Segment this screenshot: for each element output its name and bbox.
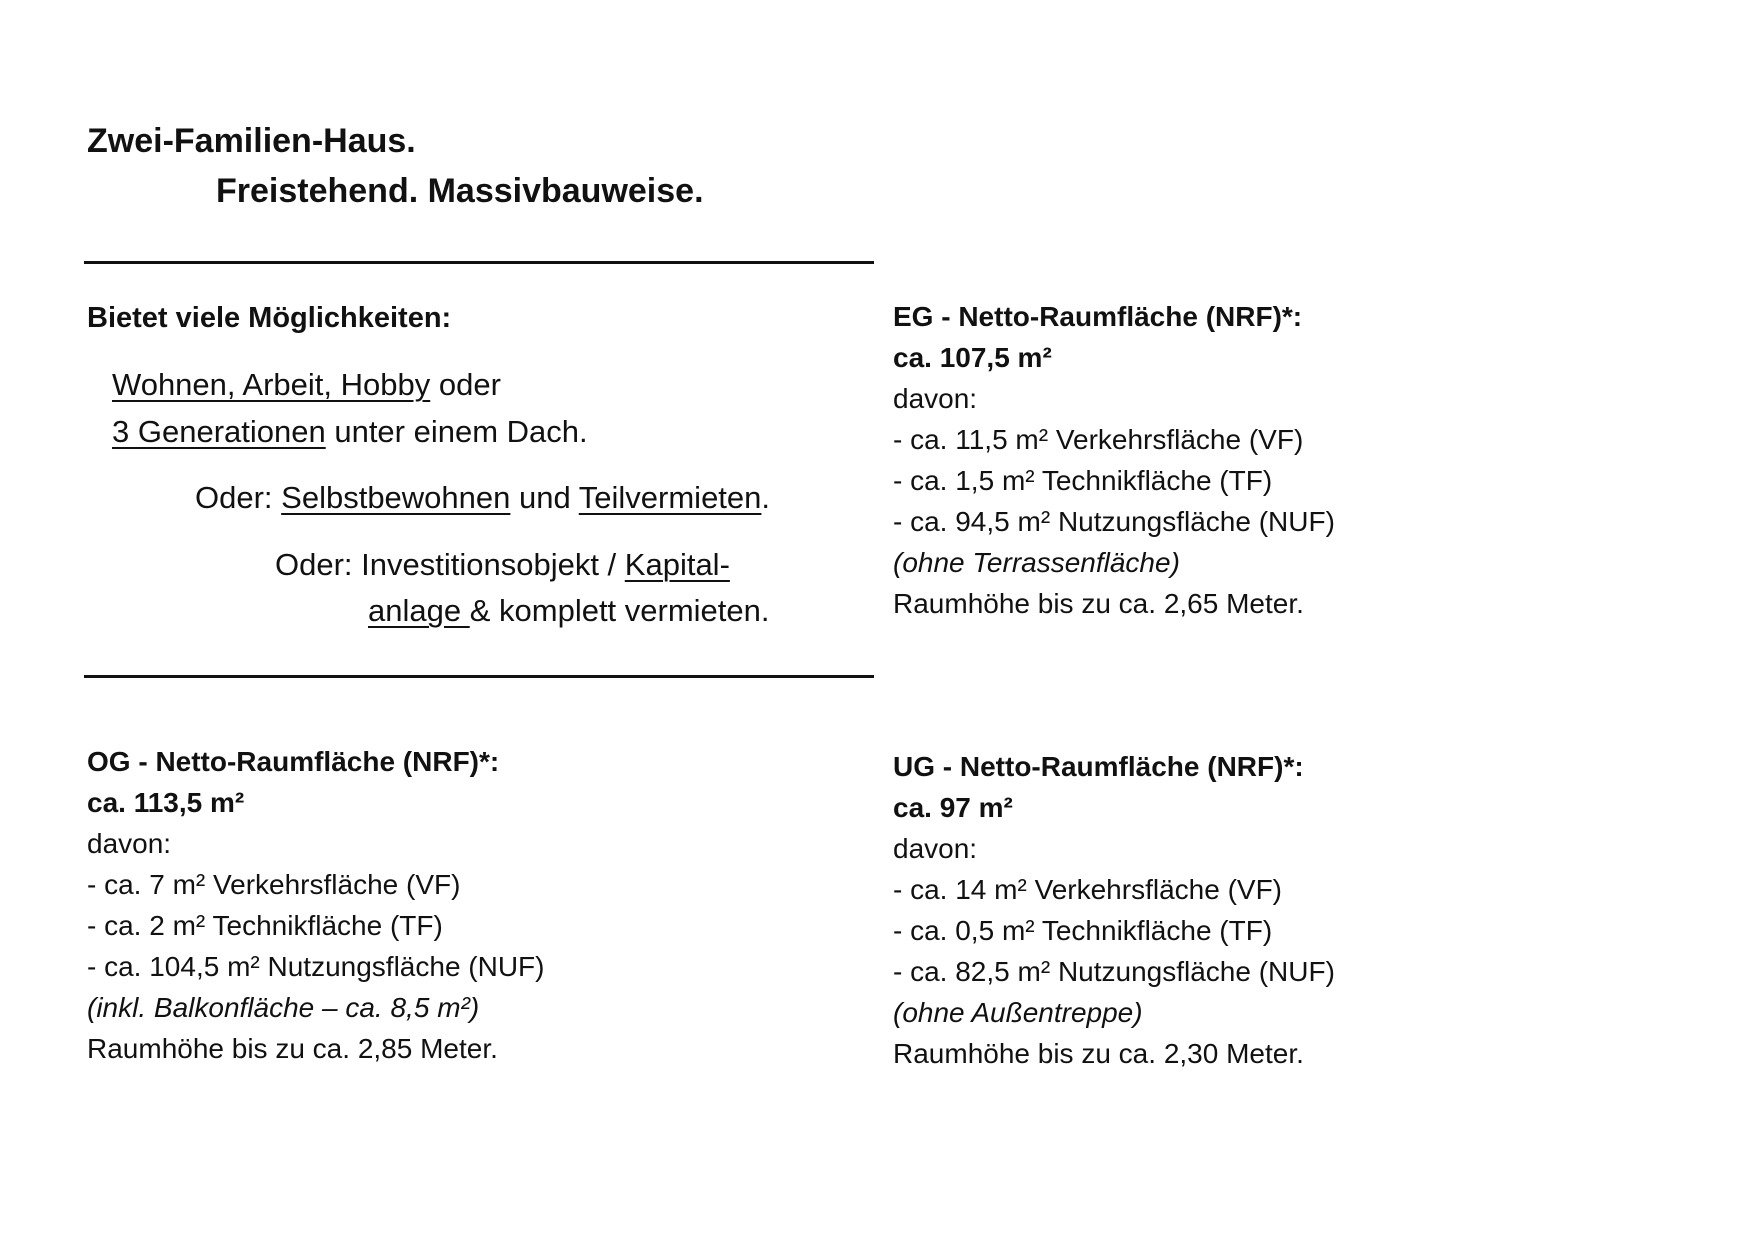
eg-note: (ohne Terrassenfläche) [893,547,1180,578]
ug-block [893,746,1335,1074]
ug-item-vf: - ca. 14 m² Verkehrsfläche (VF) [893,874,1283,905]
ug-item-nuf: - ca. 82,5 m² Nutzungsfläche (NUF) [893,956,1335,987]
link-kapitalanlage-1: Kapital- [624,547,730,582]
ug-height: Raumhöhe bis zu ca. 2,30 Meter. [893,1038,1304,1069]
ug-note: (ohne Außentreppe) [893,997,1143,1028]
options-line-3-suffix: . [761,480,771,515]
options-heading: Bietet viele Möglichkeiten: [87,302,452,334]
title-line-1: Zwei-Familien-Haus. [87,122,416,160]
options-line-1 [112,362,501,408]
options-line-3-prefix: Oder: [195,480,282,515]
ug-heading: UG - Netto-Raumfläche (NRF)*: [893,751,1304,782]
link-kapitalanlage-2: anlage [368,593,470,628]
og-item-nuf: - ca. 104,5 m² Nutzungsfläche (NUF) [87,951,545,982]
divider-top [84,261,874,264]
og-total: ca. 113,5 m² [87,787,245,818]
link-teilvermieten: Teilvermieten [578,480,762,515]
og-item-tf: - ca. 2 m² Technikfläche (TF) [87,910,443,941]
title-line-2: Freistehend. Massivbauweise. [216,172,704,210]
options-line-5 [368,588,770,634]
options-line-1-rest: oder [430,367,501,402]
ug-total: ca. 97 m² [893,792,1013,823]
eg-item-tf: - ca. 1,5 m² Technikfläche (TF) [893,465,1273,496]
eg-block [893,296,1335,624]
og-davon: davon: [87,828,172,859]
og-item-vf: - ca. 7 m² Verkehrsfläche (VF) [87,869,461,900]
eg-total: ca. 107,5 m² [893,342,1052,373]
options-line-2 [112,409,588,455]
og-heading: OG - Netto-Raumfläche (NRF)*: [87,746,500,777]
options-line-4-prefix: Oder: Investitionsobjekt / [275,547,625,582]
link-wohnen-arbeit-hobby: Wohnen, Arbeit, Hobby [112,367,431,402]
og-height: Raumhöhe bis zu ca. 2,85 Meter. [87,1033,498,1064]
eg-heading: EG - Netto-Raumfläche (NRF)*: [893,301,1303,332]
eg-height: Raumhöhe bis zu ca. 2,65 Meter. [893,588,1304,619]
options-line-4 [275,542,730,588]
eg-item-nuf: - ca. 94,5 m² Nutzungsfläche (NUF) [893,506,1335,537]
ug-item-tf: - ca. 0,5 m² Technikfläche (TF) [893,915,1273,946]
link-3-generationen: 3 Generationen [112,414,326,449]
eg-davon: davon: [893,383,978,414]
options-line-2-rest: unter einem Dach. [325,414,588,449]
og-note: (inkl. Balkonfläche – ca. 8,5 m²) [87,992,480,1023]
options-line-3-mid: und [510,480,579,515]
options-line-5-rest: & komplett vermieten. [469,593,770,628]
eg-item-vf: - ca. 11,5 m² Verkehrsfläche (VF) [893,424,1304,455]
og-block [87,741,545,1069]
options-line-3 [195,475,770,521]
ug-davon: davon: [893,833,978,864]
divider-bottom [84,675,874,678]
link-selbstbewohnen: Selbstbewohnen [281,480,511,515]
